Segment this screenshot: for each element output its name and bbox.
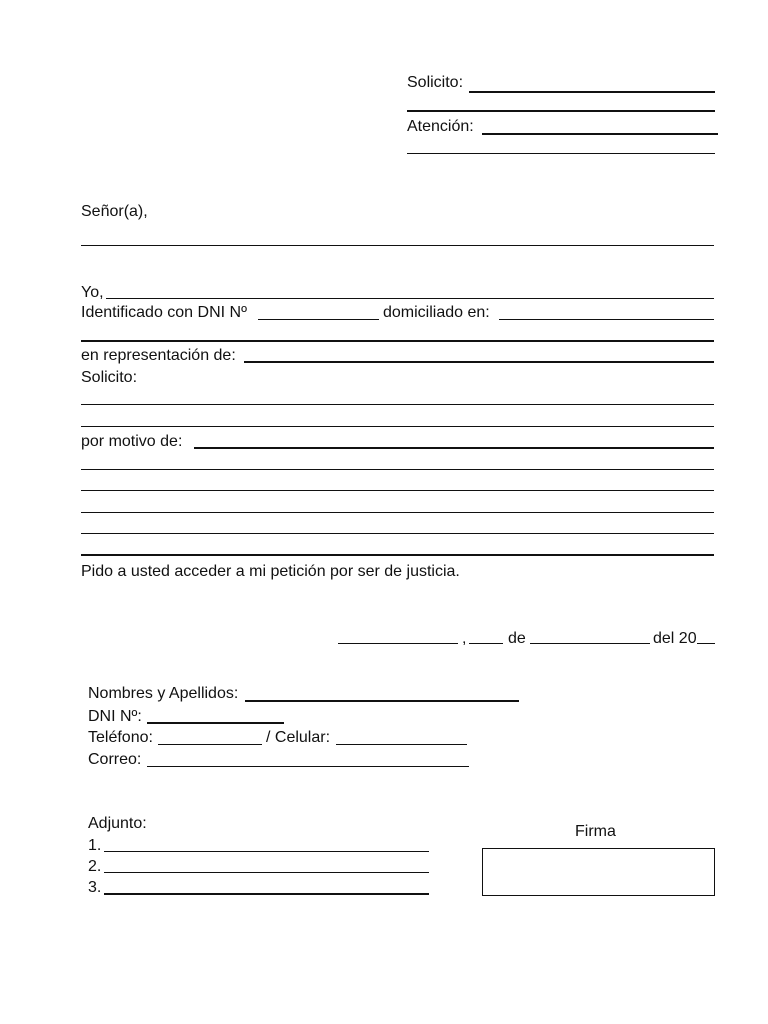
date-city-field[interactable] <box>338 643 458 644</box>
correo-label: Correo: <box>88 751 142 768</box>
adjunto-label: Adjunto: <box>88 815 147 832</box>
adjunto-item-number: 2. <box>88 858 102 875</box>
solicito-field-line-1[interactable] <box>81 404 714 405</box>
header-atencion-field[interactable] <box>482 133 718 135</box>
motivo-field-line-2[interactable] <box>81 469 714 470</box>
contact-dni-label: DNI Nº: <box>88 708 142 725</box>
representacion-label: en representación de: <box>81 347 236 364</box>
yo-label: Yo, <box>81 284 104 301</box>
motivo-field-line-3[interactable] <box>81 490 714 491</box>
motivo-label: por motivo de: <box>81 433 183 450</box>
header-solicito-field[interactable] <box>469 91 715 93</box>
date-year-field[interactable] <box>697 643 715 644</box>
signature-label: Firma <box>575 823 616 840</box>
domicilio-field-line-2[interactable] <box>81 340 714 342</box>
contact-dni-field[interactable] <box>147 722 284 724</box>
closing-text: Pido a usted acceder a mi petición por ser de justicia. <box>81 563 460 580</box>
salutation-label: Señor(a), <box>81 203 148 220</box>
header-solicito-label: Solicito: <box>407 74 464 91</box>
motivo-field-line-5[interactable] <box>81 533 714 534</box>
date-month-field[interactable] <box>530 643 650 644</box>
header-solicito-field-line-2[interactable] <box>407 110 715 112</box>
date-del-label: del 20 <box>653 630 697 647</box>
dni-field[interactable] <box>258 319 379 320</box>
telefono-field[interactable] <box>158 744 262 745</box>
date-day-field[interactable] <box>469 643 503 644</box>
header-atencion-field-line-2[interactable] <box>407 153 715 154</box>
motivo-field-line-4[interactable] <box>81 512 714 513</box>
adjunto-item-number: 3. <box>88 879 102 896</box>
header-atencion-label: Atención: <box>407 118 474 135</box>
nombres-field[interactable] <box>245 700 519 702</box>
signature-box[interactable] <box>482 848 715 896</box>
salutation-name-field[interactable] <box>81 245 714 246</box>
celular-label: / Celular: <box>266 729 331 746</box>
dni-label: Identificado con DNI Nº <box>81 304 247 321</box>
yo-name-field[interactable] <box>106 298 714 299</box>
adjunto-item-field-2[interactable] <box>104 872 429 873</box>
nombres-label: Nombres y Apellidos: <box>88 685 239 702</box>
motivo-field[interactable] <box>194 447 714 449</box>
celular-field[interactable] <box>336 744 467 745</box>
adjunto-item-number: 1. <box>88 837 102 854</box>
date-comma: , <box>462 630 467 647</box>
telefono-label: Teléfono: <box>88 729 153 746</box>
domicilio-field[interactable] <box>499 319 714 320</box>
correo-field[interactable] <box>147 766 469 767</box>
date-de-label: de <box>508 630 526 647</box>
solicito-label: Solicito: <box>81 369 138 386</box>
adjunto-item-field-3[interactable] <box>104 893 429 895</box>
domicilio-label: domiciliado en: <box>383 304 490 321</box>
adjunto-item-field-1[interactable] <box>104 851 429 852</box>
representacion-field[interactable] <box>244 361 714 363</box>
motivo-field-line-6[interactable] <box>81 554 714 556</box>
solicito-field-line-2[interactable] <box>81 426 714 427</box>
